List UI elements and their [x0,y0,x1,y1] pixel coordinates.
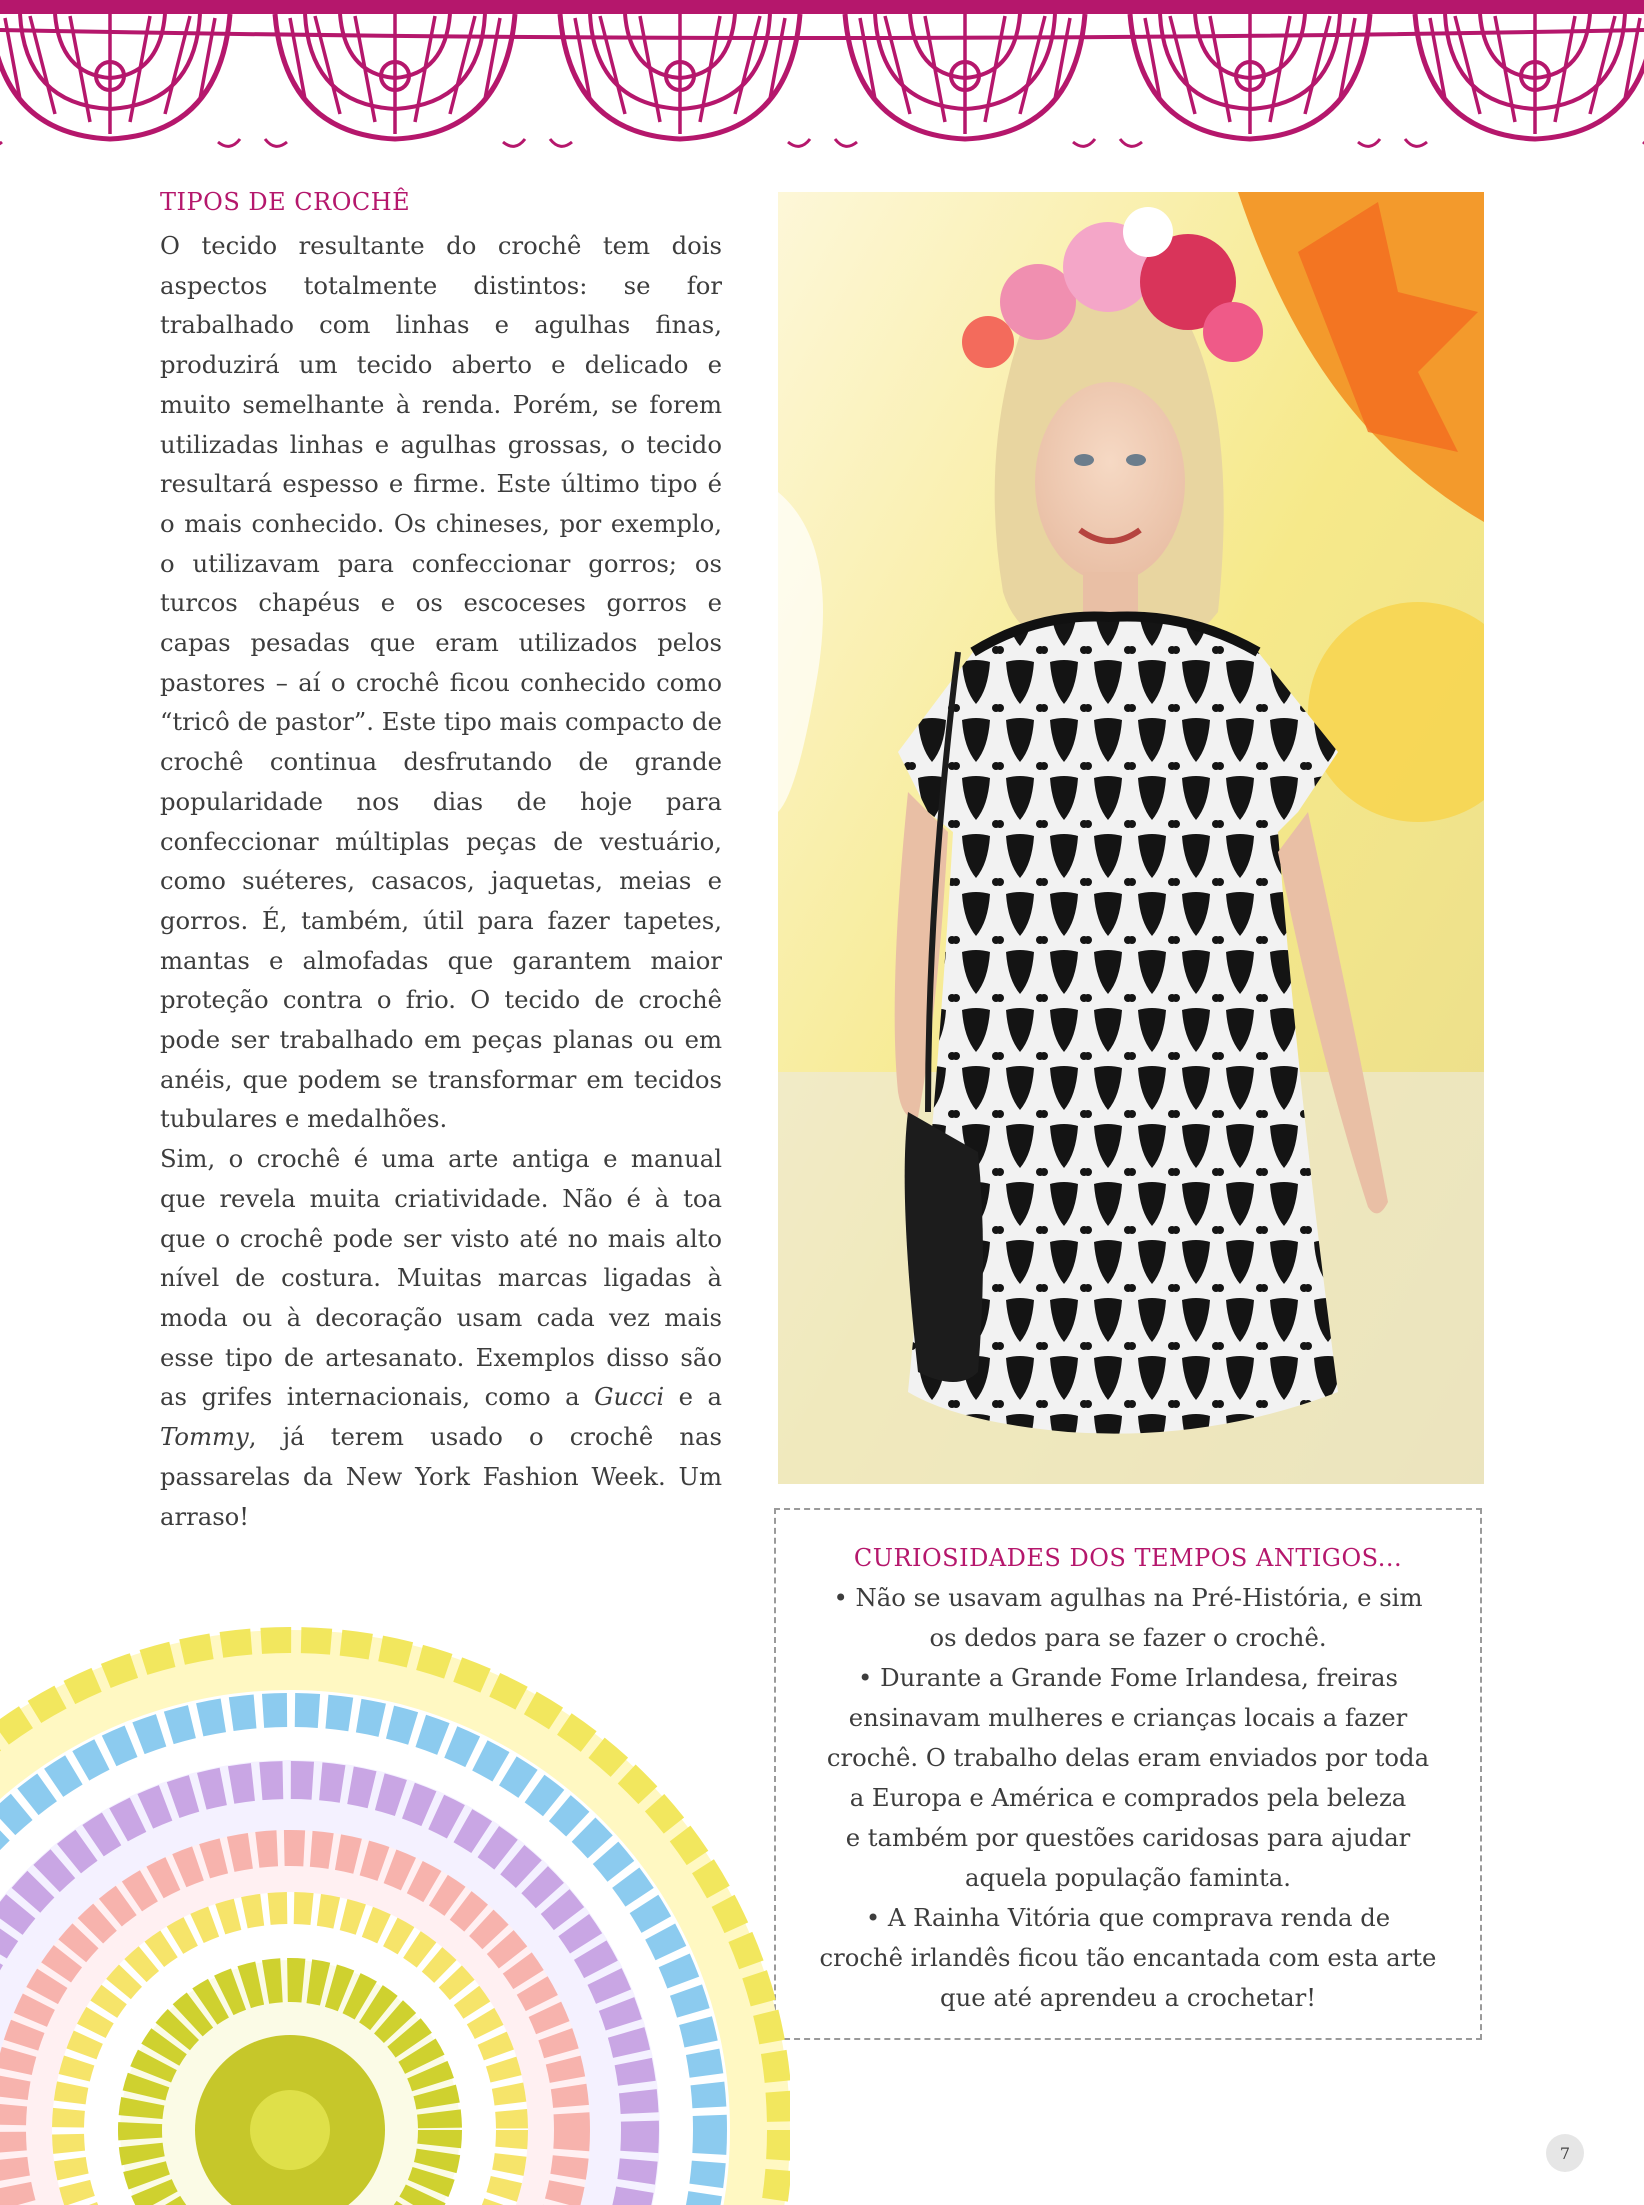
page-number: 7 [1546,2134,1584,2172]
article-body [160,226,722,1536]
section-title: TIPOS DE CROCHÊ [160,188,411,216]
brand-gucci: Gucci [594,1382,665,1412]
brand-tommy: Tommy [160,1422,249,1452]
curiosities-title: CURIOSIDADES DOS TEMPOS ANTIGOS... [853,1544,1403,1572]
curiosities-list [776,1578,1480,2018]
curiosity-item: • Durante a Grande Fome Irlandesa, freiras ensinavam mulheres e crianças locais a fazer crochê. O trabalho delas eram enviados por toda a Europa e América e comprados pela beleza e também por questões caridosas para ajudar aquela população faminta. [826,1663,1430,1892]
lace-border-icon [0,0,1644,150]
runway-model-photo [778,192,1484,1484]
crochet-doily-image [0,1490,790,2205]
article-paragraph-1: O tecido resultante do crochê tem dois aspectos totalmente distintos: se for trabalhado com linhas e agulhas finas, produzirá um tecido aberto e delicado e muito semelhante à renda. Porém, se forem utilizadas linhas e agulhas grossas, o tecido resultará espesso e firme. Este último tipo é o mais conhecido. Os chineses, por exemplo, o utilizavam para confeccionar gorros; os turcos chapéus e os escoceses gorros e capas pesadas que eram utilizados pelos pastores – aí o crochê ficou conhecido como “tricô de pastor”. Este tipo mais compacto de crochê continua desfrutando de grande popularidade nos dias de hoje para confeccionar múltiplas peças de vestuário, como suéteres, casacos, jaquetas, meias e gorros. É, também, útil para fazer tapetes, mantas e almofadas que garantem maior proteção contra o frio. O tecido de crochê pode ser trabalhado em peças planas ou em anéis, que podem se transformar em tecidos tubulares e medalhões. [160,231,722,1134]
curiosities-box [774,1508,1482,2040]
curiosity-item: • Não se usavam agulhas na Pré-História, e sim os dedos para se fazer o crochê. [833,1583,1423,1652]
article-paragraph-2: Sim, o crochê é uma arte antiga e manual que revela muita criatividade. Não é à toa que o crochê pode ser visto até no mais alto nível de costura. Muitas marcas ligadas à moda ou à decoração usam cada vez mais esse tipo de artesanato. Exemplos disso são as grifes internacionais, como a Gucci e a Tommy, já terem usado o crochê nas passarelas da New York Fashion Week. Um arraso! [160,1144,723,1531]
curiosity-item: • A Rainha Vitória que comprava renda de crochê irlandês ficou tão encantada com esta arte que até aprendeu a crochetar! [819,1903,1437,2012]
